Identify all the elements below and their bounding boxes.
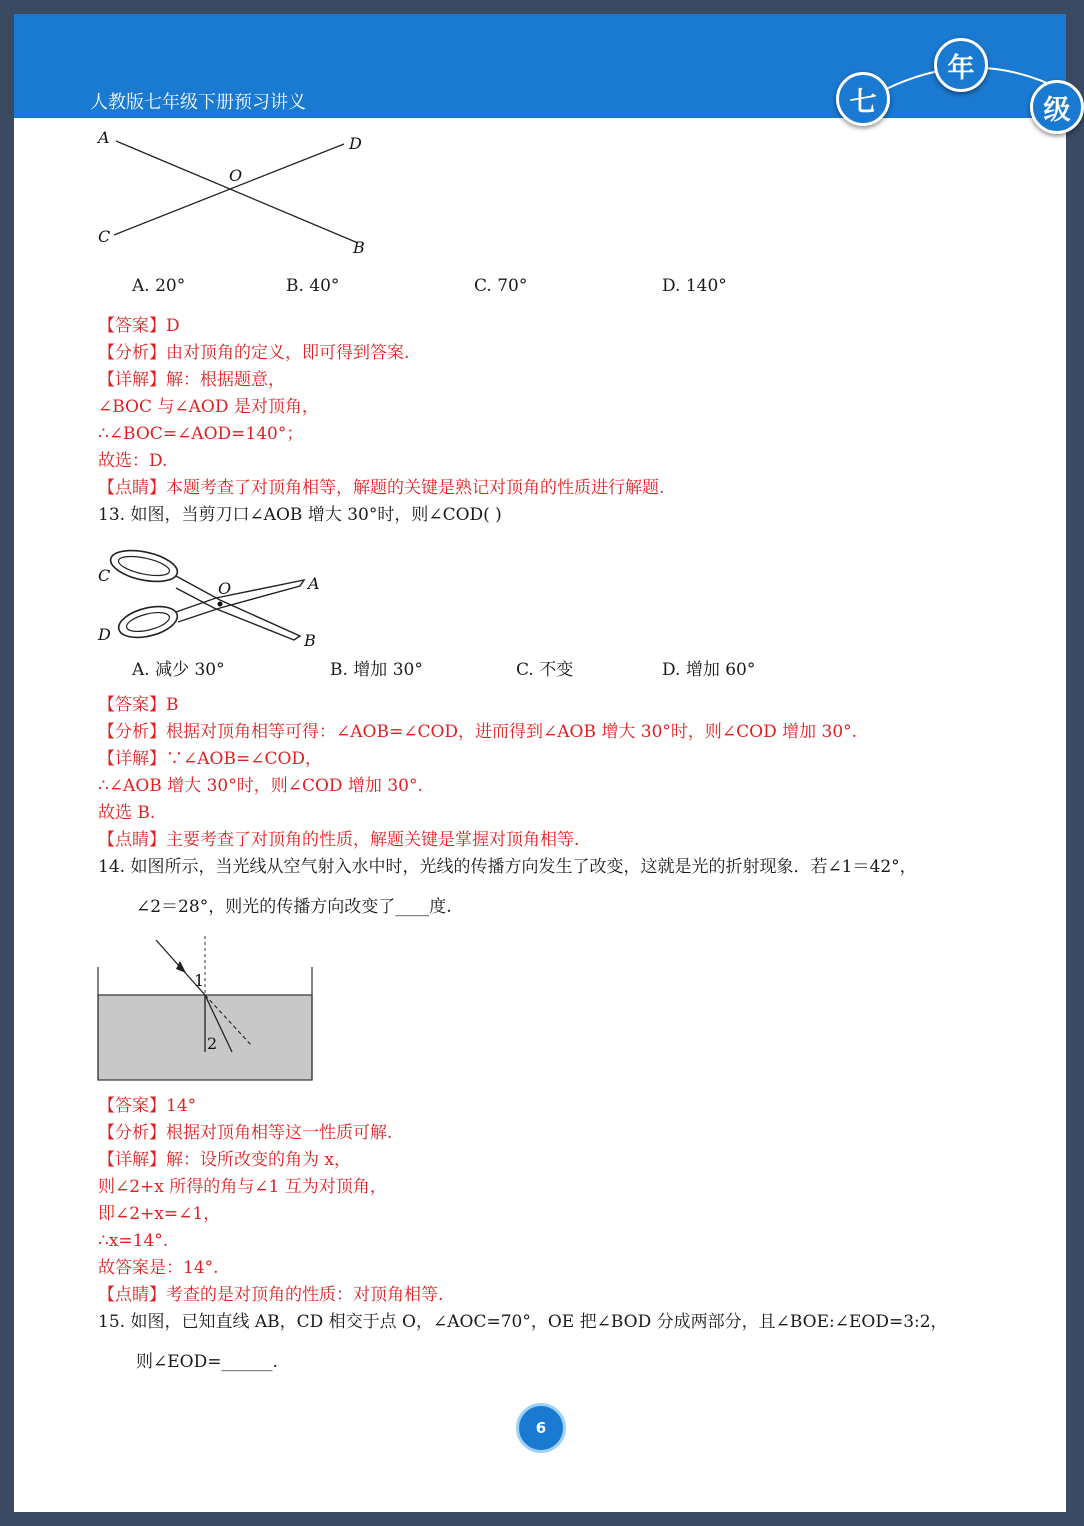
label-a: A xyxy=(98,128,110,147)
q12-analysis: 【分析】由对顶角的定义，即可得到答案. xyxy=(98,343,410,363)
label-d: D xyxy=(349,134,362,153)
q15-question-line2: 则∠EOD=______. xyxy=(136,1352,278,1372)
q13-option-b: B. 增加 30° xyxy=(330,660,423,680)
angle-1-label: 1 xyxy=(194,971,205,990)
q13-option-a: A. 减少 30° xyxy=(132,660,225,680)
label-c: C xyxy=(98,566,111,585)
page-number: 6 xyxy=(516,1403,566,1453)
q14-question-line2: ∠2＝28°，则光的传播方向改变了____度. xyxy=(136,897,452,917)
q12-option-d: D. 140° xyxy=(662,276,727,296)
q14-final-answer: 故答案是：14°. xyxy=(98,1258,219,1278)
label-o: O xyxy=(218,579,232,598)
q12-option-b: B. 40° xyxy=(286,276,340,296)
angle-2-label: 2 xyxy=(207,1034,218,1053)
q13-choice: 故选 B. xyxy=(98,803,156,823)
q14-detail-line: ∴x=14°. xyxy=(98,1231,169,1251)
q12-option-c: C. 70° xyxy=(474,276,528,296)
label-b: B xyxy=(304,631,316,650)
line-cd xyxy=(114,144,344,235)
header-title: 人教版七年级下册预习讲义 xyxy=(90,92,306,113)
q14-question-line1: 14. 如图所示，当光线从空气射入水中时，光线的传播方向发生了改变，这就是光的折射现象．若∠1＝42°， xyxy=(98,857,917,877)
q12-answer: 【答案】D xyxy=(98,316,180,336)
q14-comment: 【点睛】考查的是对顶角的性质：对顶角相等. xyxy=(98,1285,444,1305)
label-c: C xyxy=(98,227,111,246)
q12-detail-line: ∠BOC 与∠AOD 是对顶角， xyxy=(98,397,319,417)
q15-question-line1: 15. 如图，已知直线 AB，CD 相交于点 O，∠AOC=70°，OE 把∠BOD 分成两部分，且∠BOE:∠EOD=3:2， xyxy=(98,1312,948,1332)
q14-refraction-figure xyxy=(96,934,316,1084)
q12-detail-line: ∴∠BOC=∠AOD=140°； xyxy=(98,424,304,444)
q13-question: 13. 如图，当剪刀口∠AOB 增大 30°时，则∠COD( ) xyxy=(98,505,502,525)
label-b: B xyxy=(353,238,365,257)
grade-badge-nian: 年 xyxy=(934,38,988,92)
q12-intersecting-lines-figure xyxy=(90,124,390,269)
scissors-blade-ob xyxy=(176,576,300,640)
line-ab xyxy=(116,141,358,243)
ray-arrow-icon xyxy=(176,961,186,973)
q13-detail-line: ∴∠AOB 增大 30°时，则∠COD 增加 30°. xyxy=(98,776,423,796)
q14-detail-line: 则∠2+x 所得的角与∠1 互为对顶角， xyxy=(98,1177,387,1197)
q14-detail: 【详解】解：设所改变的角为 x， xyxy=(98,1150,351,1170)
q12-detail: 【详解】解：根据题意， xyxy=(98,370,285,390)
label-d: D xyxy=(98,625,111,644)
q13-scissors-figure xyxy=(90,536,330,650)
q13-detail: 【详解】∵∠AOB=∠COD， xyxy=(98,749,323,769)
scissors-handle-lower xyxy=(116,601,181,643)
grade-badge-qi: 七 xyxy=(836,72,890,126)
q12-comment: 【点睛】本题考查了对顶角相等，解题的关键是熟记对顶角的性质进行解题. xyxy=(98,478,665,498)
q13-comment: 【点睛】主要考查了对顶角的性质，解题关键是掌握对顶角相等. xyxy=(98,830,580,850)
label-a: A xyxy=(308,574,320,593)
q12-option-a: A. 20° xyxy=(132,276,186,296)
document-page xyxy=(14,14,1071,1512)
q14-analysis: 【分析】根据对顶角相等这一性质可解. xyxy=(98,1123,393,1143)
q12-choice: 故选：D. xyxy=(98,451,168,471)
q14-detail-line: 即∠2+x=∠1， xyxy=(98,1204,221,1224)
grade-badge-ji: 级 xyxy=(1030,80,1084,134)
q13-option-d: D. 增加 60° xyxy=(662,660,756,680)
q13-analysis: 【分析】根据对顶角相等可得：∠AOB=∠COD，进而得到∠AOB 增大 30°时，则∠COD 增加 30°. xyxy=(98,722,858,742)
q13-option-c: C. 不变 xyxy=(516,660,574,680)
pivot-point-o xyxy=(218,602,223,607)
scissors-handle-upper xyxy=(108,545,180,587)
q14-answer: 【答案】14° xyxy=(98,1096,197,1116)
label-o: O xyxy=(229,166,243,185)
q13-answer: 【答案】B xyxy=(98,695,179,715)
